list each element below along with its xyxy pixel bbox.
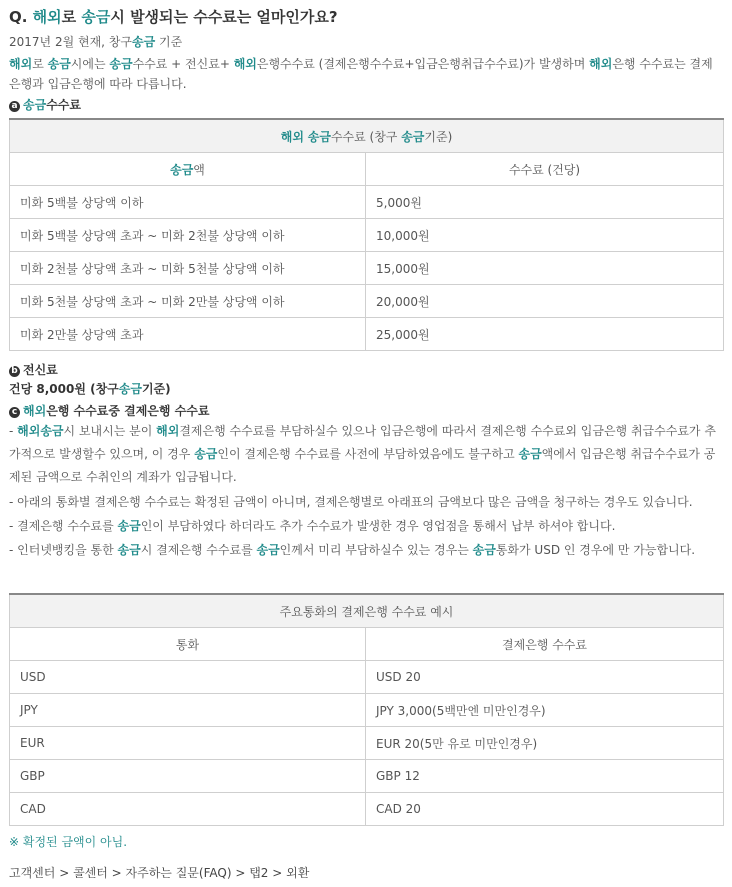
table-row	[10, 285, 724, 318]
date-text: 2017년 2월 현재, 창구	[9, 35, 132, 49]
section-c-marker-icon: c	[9, 407, 20, 418]
currency-cell: EUR	[10, 727, 366, 760]
keyword-highlight: 송금	[518, 447, 542, 461]
fee-cell: EUR 20(5만 유로 미만인경우)	[366, 727, 724, 760]
keyword-highlight: 송금	[131, 35, 156, 49]
section-c-title: 은행 수수료중 결제은행 수수료	[46, 404, 210, 418]
bullet-text: - 결제은행 수수료를	[9, 519, 118, 533]
bullet-text: 시 결제은행 수수료를	[140, 543, 257, 557]
fee-cell: 20,000원	[366, 285, 724, 318]
keyword-highlight: 송금	[47, 57, 71, 71]
keyword-highlight: 해외	[156, 424, 180, 438]
bullet-text: 통화가 USD 인 경우에 만 가능합니다.	[495, 543, 696, 557]
breadcrumb-item[interactable]: 외환	[286, 866, 310, 880]
keyword-highlight: 해외	[233, 57, 257, 71]
section-c-heading	[9, 402, 209, 419]
keyword-highlight: 송금	[117, 519, 141, 533]
table-row	[10, 727, 724, 760]
section-b-heading	[9, 361, 58, 378]
fee-cell: JPY 3,000(5백만엔 미만인경우)	[366, 694, 724, 727]
table-row	[10, 793, 724, 826]
keyword-highlight: 송금	[472, 543, 496, 557]
bullet-text: 결제은행 수수료를 부담하실수 있으나 입금은행에 따라서 결제은행 수수료외 입금은행 취급수수료가 추가적으로 발생할수 있으며, 이 경우	[9, 424, 716, 461]
section-b-marker-icon: b	[9, 366, 20, 377]
disclaimer-note: ※ 확정된 금액이 아님.	[9, 835, 128, 849]
keyword-highlight: 해외	[32, 8, 62, 26]
bullet-item	[9, 539, 723, 562]
bullet-item	[9, 420, 723, 489]
question-prefix: Q.	[9, 8, 33, 26]
keyword-highlight: 해외송금	[17, 424, 64, 438]
currency-cell: USD	[10, 661, 366, 694]
column-header-settlement-fee: 결제은행 수수료	[366, 628, 724, 661]
breadcrumb-separator: >	[231, 866, 250, 880]
breadcrumb	[9, 864, 309, 881]
telegraph-fee-text: 기준)	[141, 382, 171, 396]
table-caption-row	[10, 119, 724, 153]
telegraph-fee-text: 건당 8,000원 (창구	[9, 382, 119, 396]
remittance-fee-table	[9, 118, 724, 351]
table-row	[10, 219, 724, 252]
bullet-text: 인이 부담하였다 하더라도 추가 수수료가 발생한 경우 영업점을 통해서 납부 하셔야 합니다.	[140, 519, 616, 533]
keyword-highlight: 해외	[280, 129, 304, 144]
bullet-text: 액에서 입금은행 취급수수료가 공제된 금액으로 수취인의 계좌가 입금됩니다.	[9, 447, 716, 484]
breadcrumb-separator: >	[107, 866, 126, 880]
table-caption: 주요통화의 결제은행 수수료 예시	[10, 594, 724, 628]
table-row	[10, 252, 724, 285]
table-row	[10, 318, 724, 351]
date-line	[9, 33, 182, 50]
bullet-text: 시 보내시는 분이	[63, 424, 157, 438]
intro-text: 은행 수수료는 결제은행과 입금은행에 따라 다릅니다.	[9, 57, 713, 91]
bullet-text: 인께서 미리 부담하실수 있는 경우는	[279, 543, 473, 557]
currency-cell: CAD	[10, 793, 366, 826]
keyword-highlight: 해외	[9, 57, 33, 71]
keyword-highlight: 해외	[23, 404, 47, 418]
keyword-highlight: 송금	[117, 543, 141, 557]
column-header-currency: 통화	[10, 628, 366, 661]
bullet-text: -	[9, 424, 18, 438]
currency-cell: GBP	[10, 760, 366, 793]
table-header-row	[10, 153, 724, 186]
fee-cell: 5,000원	[366, 186, 724, 219]
fee-cell: 15,000원	[366, 252, 724, 285]
caption-text: 기준)	[424, 129, 453, 144]
bullet-item	[9, 515, 723, 538]
keyword-highlight: 송금	[307, 129, 331, 144]
bullet-text: - 인터넷뱅킹을 통한	[9, 543, 118, 557]
section-a-heading	[9, 96, 81, 113]
fee-cell: 25,000원	[366, 318, 724, 351]
keyword-highlight: 송금	[23, 98, 47, 112]
currency-fee-table	[9, 593, 724, 826]
keyword-highlight: 송금	[194, 447, 218, 461]
fee-cell: 10,000원	[366, 219, 724, 252]
telegraph-fee-line	[9, 380, 171, 397]
breadcrumb-separator: >	[268, 866, 287, 880]
breadcrumb-item[interactable]: 고객센터	[9, 866, 56, 880]
section-b-title: 전신료	[23, 363, 58, 377]
amount-cell: 미화 5백불 상당액 초과 ~ 미화 2천불 상당액 이하	[10, 219, 366, 252]
keyword-highlight: 송금	[109, 57, 133, 71]
keyword-highlight: 송금	[170, 162, 194, 177]
table-row	[10, 661, 724, 694]
column-header-fee: 수수료 (건당)	[366, 153, 724, 186]
keyword-highlight: 송금	[401, 129, 425, 144]
breadcrumb-separator: >	[55, 866, 74, 880]
table-header-row	[10, 628, 724, 661]
section-a-marker-icon: a	[9, 101, 20, 112]
table-caption-row	[10, 594, 724, 628]
intro-text: 은행수수료 (결제은행수수료+입금은행취급수수료)가 발생하며	[256, 57, 590, 71]
bullet-text: 인이 결제은행 수수료를 사전에 부담하였음에도 불구하고	[217, 447, 519, 461]
currency-cell: JPY	[10, 694, 366, 727]
keyword-highlight: 송금	[118, 382, 142, 396]
intro-text: 로	[32, 57, 48, 71]
fee-cell: USD 20	[366, 661, 724, 694]
intro-paragraph	[9, 54, 723, 94]
amount-cell: 미화 2천불 상당액 초과 ~ 미화 5천불 상당액 이하	[10, 252, 366, 285]
amount-cell: 미화 2만불 상당액 초과	[10, 318, 366, 351]
keyword-highlight: 송금	[256, 543, 280, 557]
question-title	[9, 6, 338, 27]
section-a-title: 수수료	[46, 98, 81, 112]
amount-cell: 미화 5백불 상당액 이하	[10, 186, 366, 219]
breadcrumb-item[interactable]: 자주하는 질문(FAQ)	[125, 866, 232, 880]
fee-cell: CAD 20	[366, 793, 724, 826]
column-header-text: 액	[193, 162, 205, 177]
question-text: 로	[61, 8, 82, 26]
table-row	[10, 694, 724, 727]
breadcrumb-item[interactable]: 콜센터	[73, 866, 108, 880]
table-row	[10, 760, 724, 793]
keyword-highlight: 송금	[81, 8, 111, 26]
caption-text: 수수료 (창구	[330, 129, 402, 144]
column-header-amount	[10, 153, 366, 186]
breadcrumb-item[interactable]: 탭2	[249, 866, 269, 880]
bullet-item: - 아래의 통화별 결제은행 수수료는 확정된 금액이 아니며, 결제은행별로 아래표의 금액보다 많은 금액을 청구하는 경우도 있습니다.	[9, 495, 693, 509]
question-text: 시 발생되는 수수료는 얼마인가요?	[110, 8, 338, 26]
table-caption	[10, 119, 724, 153]
keyword-highlight: 해외	[589, 57, 613, 71]
intro-text: 시에는	[70, 57, 110, 71]
table-row	[10, 186, 724, 219]
amount-cell: 미화 5천불 상당액 초과 ~ 미화 2만불 상당액 이하	[10, 285, 366, 318]
intro-text: 수수료 + 전신료+	[132, 57, 234, 71]
fee-cell: GBP 12	[366, 760, 724, 793]
date-text: 기준	[155, 35, 183, 49]
